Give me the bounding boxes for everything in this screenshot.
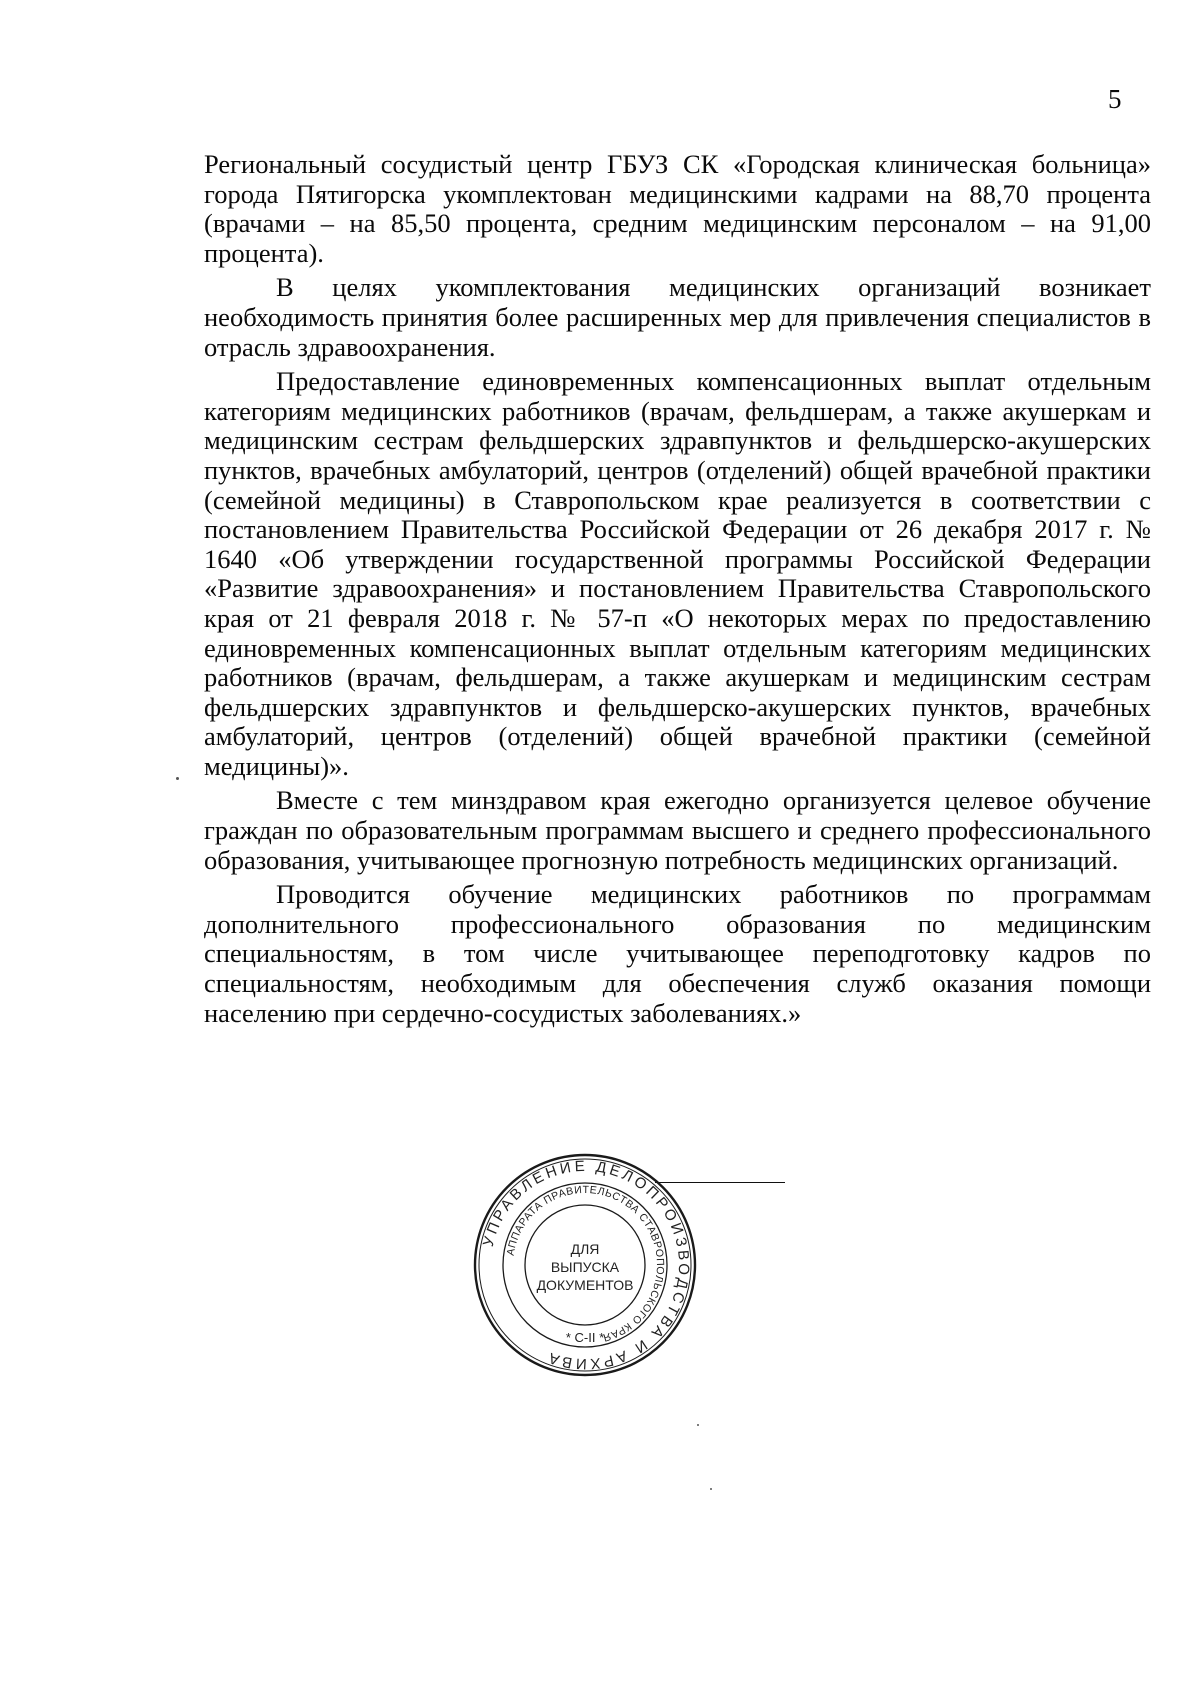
stamp-center-line-1: ДЛЯ xyxy=(570,1241,600,1257)
stamp-center-line-2: ВЫПУСКА xyxy=(550,1259,620,1275)
stamp-inner-text: АППАРАТА ПРАВИТЕЛЬСТВА СТАВРОПОЛЬСКОГО КРАЯ xyxy=(504,1183,667,1344)
scan-speck xyxy=(697,1424,699,1426)
stamp-center-line-3: ДОКУМЕНТОВ xyxy=(536,1277,634,1293)
stamp-bottom-mark: * С-II * xyxy=(565,1330,605,1345)
scan-speck xyxy=(176,777,179,780)
paragraph-3: Предоставление единовременных компенсационных выплат отдельным категориям медицинских работников (врачам, фельдшерам, а также акушеркам и медицинским сестрам фельдшерских здравпунктов и фельдшерско-акушерских пунктов, врачебных амбулаторий, центров (отделений) общей врачебной практики (семейной медицины) в Ставропольском крае реализуется в соответствии с постановлением Правительства Российской Федерации от 26 декабря 2017 г. № 1640 «Об утверждении государственной программы Российской Федерации «Развитие здравоохранения» и постановлением Правительства Ставропольского края от 21 февраля 2018 г. № 57-п «О некоторых мерах по предоставлению единовременных компенсационных выплат отдельным категориям медицинских работников (врачам, фельдшерам, а также акушеркам и медицинским сестрам фельдшерских здравпунктов и фельдшерско-акушерских пунктов, врачебных амбулаторий, центров (отделений) общей врачебной практики (семейной медицины)». xyxy=(204,366,1151,781)
document-body xyxy=(204,150,1151,1033)
paragraph-5: Проводится обучение медицинских работников по программам дополнительного профессионального образования по медицинским специальностям, в том числе учитывающее переподготовку кадров по специальностям, необходимым для обеспечения служб оказания помощи населению при сердечно-сосудистых заболеваниях.» xyxy=(204,879,1151,1028)
stamp-seal-graphic xyxy=(470,1150,700,1380)
page-number: 5 xyxy=(1108,84,1122,114)
stamp-outer-text: УПРАВЛЕНИЕ ДЕЛОПРОИЗВОДСТВА И АРХИВА xyxy=(479,1157,693,1373)
scan-speck xyxy=(710,1488,712,1490)
paragraph-1: Региональный сосудистый центр ГБУЗ СК «Городская клиническая больница» города Пятигорска укомплектован медицинскими кадрами на 88,70 процента (врачами – на 85,50 процента, средним медицинским персоналом – на 91,00 процента). xyxy=(204,149,1151,268)
official-stamp xyxy=(470,1150,700,1380)
paragraph-4: Вместе с тем минздравом края ежегодно организуется целевое обучение граждан по образовательным программам высшего и среднего профессионального образования, учитывающее прогнозную потребность медицинских организаций. xyxy=(204,785,1151,875)
paragraph-2: В целях укомплектования медицинских организаций возникает необходимость принятия более расширенных мер для привлечения специалистов в отрасль здравоохранения. xyxy=(204,272,1151,362)
